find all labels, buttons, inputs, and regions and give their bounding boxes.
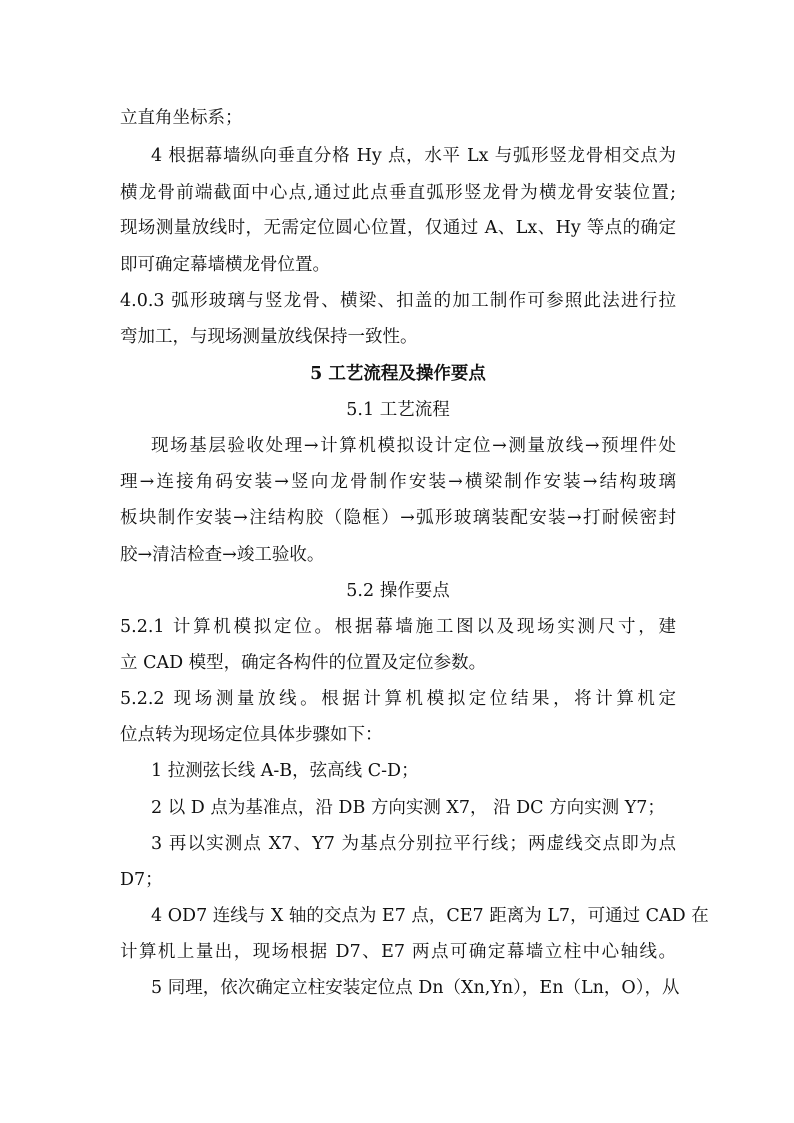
text-line: 2 以 D 点为基准点，沿 DB 方向实测 X7， 沿 DC 方向实测 Y7； [151,798,665,818]
text-line: 4 OD7 连线与 X 轴的交点为 E7 点，CE7 距离为 L7，可通过 CAD 在 [151,906,709,926]
section-heading: 5 工艺流程及操作要点 [310,364,486,384]
text-line: 板块制作安装→注结构胶（隐框）→弧形玻璃装配安装→打耐候密封 [120,508,676,528]
text-line: 理→连接角码安装→竖向龙骨制作安装→横梁制作安装→结构玻璃 [120,472,676,492]
text-line: 现场基层验收处理→计算机模拟设计定位→测量放线→预埋件处 [151,436,676,456]
text-line: 即可确定幕墙横龙骨位置。 [120,255,330,275]
text-line: 1 拉测弦长线 A-B，弦高线 C-D； [151,761,419,781]
text-line: 5.2.2 现场测量放线。根据计算机模拟定位结果，将计算机定 [120,689,676,709]
text-line: D7； [120,870,163,890]
text-line: 立直角坐标系； [120,108,243,128]
text-line: 胶→清洁检查→竣工验收。 [120,545,325,565]
text-line: 位点转为现场定位具体步骤如下： [120,725,383,745]
text-line: 横龙骨前端截面中心点,通过此点垂直弧形竖龙骨为横龙骨安装位置; [120,183,676,203]
text-line: 立 CAD 模型，确定各构件的位置及定位参数。 [120,653,487,673]
text-line: 4 根据幕墙纵向垂直分格 Hy 点，水平 Lx 与弧形竖龙骨相交点为 [151,146,676,166]
text-line: 现场测量放线时，无需定位圆心位置，仅通过 A、Lx、Hy 等点的确定 [120,218,676,238]
text-line: 计算机上量出，现场根据 D7、E7 两点可确定幕墙立柱中心轴线。 [120,942,676,962]
subsection-heading: 5.2 操作要点 [346,581,450,601]
text-line: 5.2.1 计算机模拟定位。根据幕墙施工图以及现场实测尺寸，建 [120,617,676,637]
text-line: 3 再以实测点 X7、Y7 为基点分别拉平行线；两虚线交点即为点 [151,834,676,854]
text-line: 5 同理，依次确定立柱安装定位点 Dn（Xn,Yn），En（Ln，O），从 [151,978,680,998]
text-line: 弯加工，与现场测量放线保持一致性。 [120,327,418,347]
subsection-heading: 5.1 工艺流程 [346,400,450,420]
text-line: 4.0.3 弧形玻璃与竖龙骨、横梁、扣盖的加工制作可参照此法进行拉 [120,291,676,311]
